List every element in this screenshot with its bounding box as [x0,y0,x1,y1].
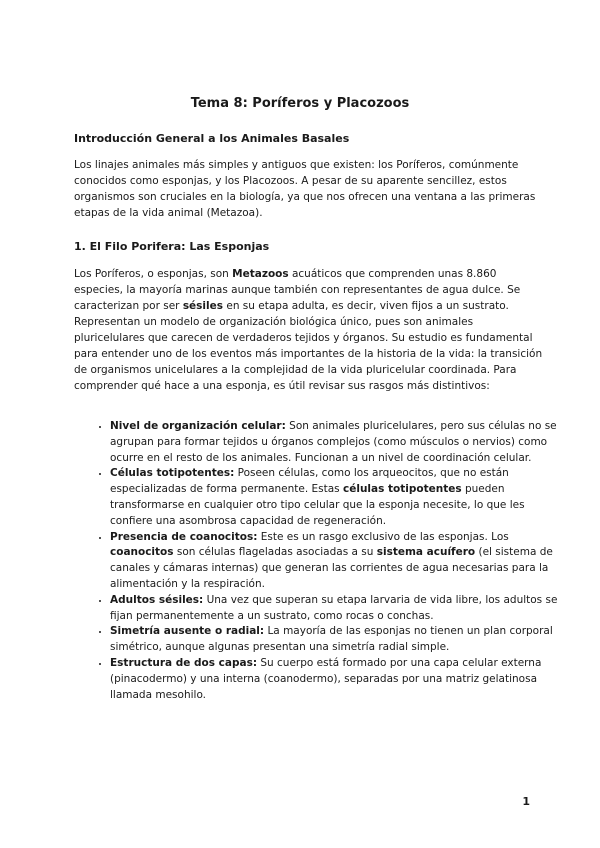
list-item [110,419,562,466]
trait-label: Simetría ausente o radial: [110,625,265,638]
text-run: Los Poríferos, o esponjas, son [74,268,233,280]
list-item [110,530,562,593]
text-run: acuáticos que comprenden unas 8.860 especies, la mayoría marinas aunque también con representantes de agua dulce. Se caracterizan por ser [74,268,521,312]
trait-text: La mayoría de las esponjas no tienen un plan corporal simétrico, aunque algunas presentan una simetría radial simple. [110,625,553,654]
bold-term: células totipotentes [343,483,462,496]
trait-label: Adultos sésiles: [110,593,204,606]
page-number: 1 [522,795,530,808]
page-title: Tema 8: Poríferos y Placozoos [190,96,410,111]
intro-heading: Introducción General a los Animales Basales [74,132,350,145]
list-item [110,466,562,529]
list-item [110,656,562,703]
bold-term-metazoos: Metazoos [232,268,289,280]
intro-paragraph: Los linajes animales más simples y antiguos que existen: los Poríferos, comúnmente conocidos como esponjas, y los Placozoos. A pesar de su aparente sencillez, estos organismos son cruciales en la biología, ya que nos ofrecen una ventana a las primeras etapas de la vida animal (Metazoa). [74,159,536,219]
trait-label: Células totipotentes: [110,467,235,480]
trait-label: Nivel de organización celular: [110,420,286,432]
list-item [110,624,562,656]
traits-list [74,419,562,703]
trait-text: pueden transformarse en cualquier otro tipo celular que la esponja necesite, lo que les confiere una asombrosa capacidad de regeneración. [110,483,525,527]
trait-text: Una vez que superan su etapa larvaria de vida libre, los adultos se fijan permanentemente a un sustrato, como rocas o conchas. [110,593,558,622]
bold-term: coanocitos [110,546,174,559]
bold-term: sistema acuífero [376,546,476,559]
section-porifera-heading: 1. El Filo Porifera: Las Esponjas [74,240,270,253]
trait-text: (el sistema de canales y cámaras internas) que generan las corrientes de agua necesarias para la alimentación y la respiración. [110,546,553,590]
list-item [110,593,562,625]
section-porifera-paragraph [74,266,544,394]
trait-label: Estructura de dos capas: [110,656,258,669]
trait-text: Su cuerpo está formado por una capa celular externa (pinacodermo) y una interna (coanodermo), separadas por una matriz gelatinosa llamada mesohilo. [110,656,542,701]
trait-label: Presencia de coanocitos: [110,530,258,543]
trait-text: Poseen células, como los arqueocitos, que no están especializadas de forma permanente. Estas [110,467,509,496]
trait-text: son células flageladas asociadas a su [173,546,377,559]
trait-text: Son animales pluricelulares, pero sus células no se agrupan para formar tejidos u órganos complejos (como músculos o nervios) como ocurre en el resto de los animales. Funcionan a un nivel de coordinación celular. [110,420,557,464]
trait-text: Este es un rasgo exclusivo de las esponjas. Los [257,530,509,543]
text-run: en su etapa adulta, es decir, viven fijos a un sustrato. Representan un modelo de organización biológica único, pues son animales pluricelulares que carecen de verdaderos tejidos y órganos. Su estudio es fundamental para entender uno de los eventos más importantes de la historia de la vida: la transición de organismos unicelulares a la complejidad de la vida pluricelular coordinada. Para comprender qué hace a una esponja, es útil revisar sus rasgos más distintivos: [74,300,543,392]
bold-term-sesiles: sésiles [182,300,224,312]
